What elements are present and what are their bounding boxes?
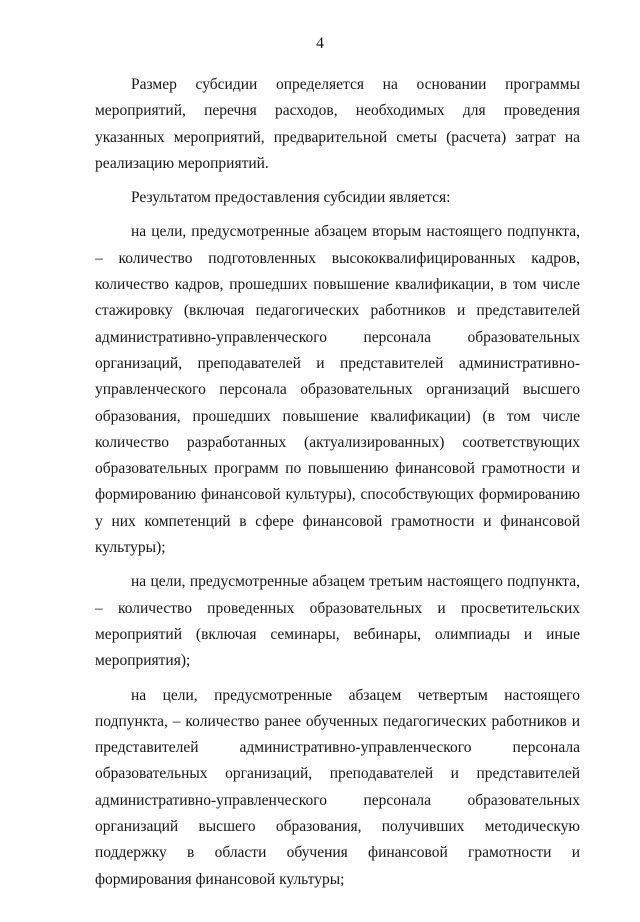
paragraph-result-fourth-clause: на цели, предусмотренные абзацем четвертым настоящего подпункта, – количество ранее обученных педагогических работников и представителей административно-управленческого персонала образовательных организаций, преподавателей и представителей административно-управленческого персонала образовательных организаций высшего образования, получивших методическую поддержку в области обучения финансовой грамотности и формирования финансовой культуры; bbox=[95, 686, 580, 888]
document-body bbox=[95, 72, 580, 893]
paragraph-subsidy-result-intro: Результатом предоставления субсидии является: bbox=[131, 189, 451, 207]
paragraph-subsidy-size: Размер субсидии определяется на основании программы мероприятий, перечня расходов, необходимых для проведения указанных мероприятий, предварительной сметы (расчета) затрат на реализацию мероприятий. bbox=[95, 76, 580, 172]
paragraph-result-second-clause: на цели, предусмотренные абзацем вторым настоящего подпункта, – количество подготовленных высококвалифицированных кадров, количество кадров, прошедших повышение квалификации, в том числе стажировку (включая педагогических работников и представителей административно-управленческого персонала образовательных организаций, преподавателей и представителей административно-управленческого персонала образовательных организаций высшего образования, прошедших повышение квалификации) (в том числе количество разработанных (актуализированных) соответствующих образовательных программ по повышению финансовой грамотности и формированию финансовой культуры), способствующих формированию у них компетенций в сфере финансовой грамотности и финансовой культуры); bbox=[95, 223, 580, 557]
paragraph-result-third-clause: на цели, предусмотренные абзацем третьим настоящего подпункта, – количество проведенных образовательных и просветительских мероприятий (включая семинары, вебинары, олимпиады и иные мероприятия); bbox=[95, 573, 580, 670]
page-number: 4 bbox=[316, 35, 324, 52]
